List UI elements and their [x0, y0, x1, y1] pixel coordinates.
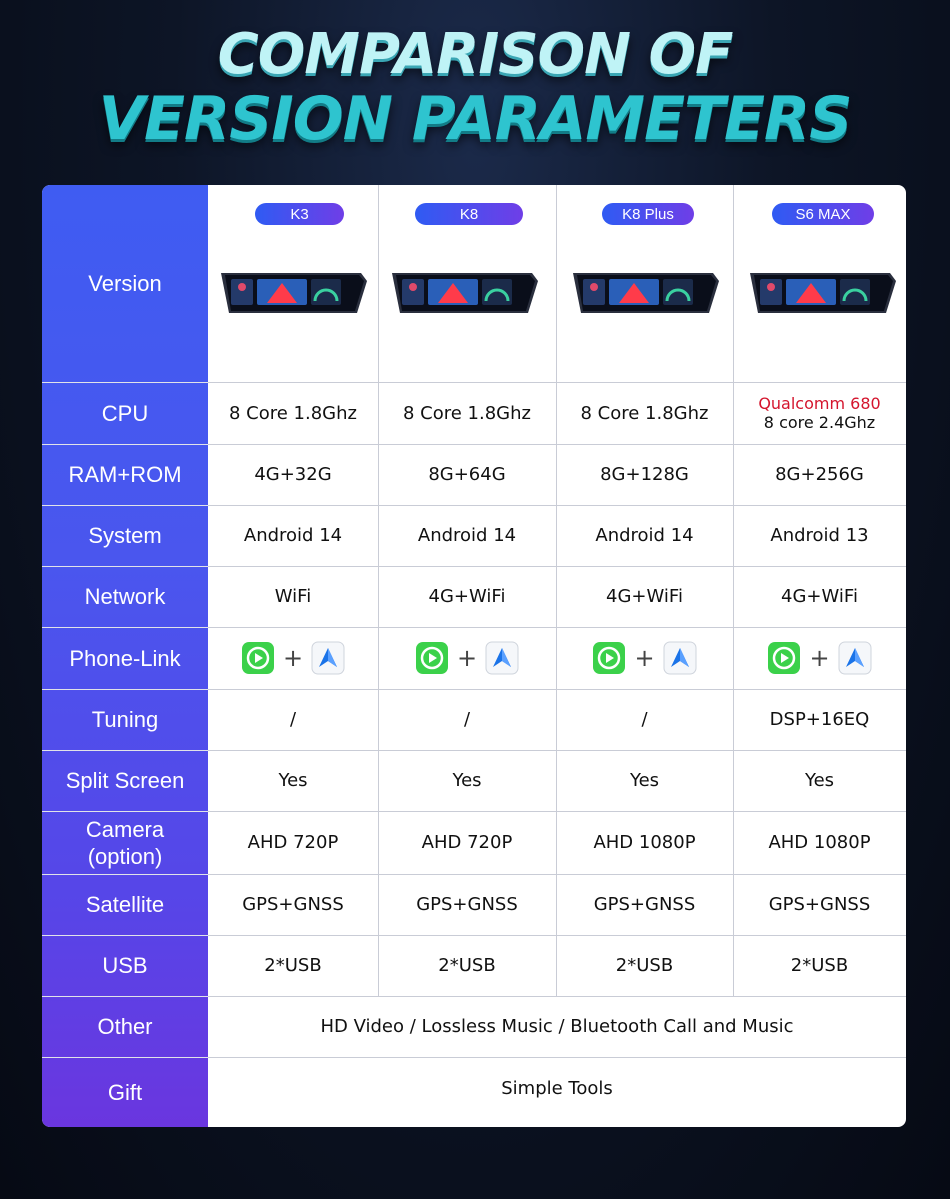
- carplay-icon: [767, 641, 801, 675]
- row-label-version: Version: [88, 271, 162, 296]
- row-label-system: System: [88, 523, 162, 548]
- split-k8-plus: Yes: [629, 770, 660, 791]
- carplay-icon: [592, 641, 626, 675]
- cpu-s6-spec: 8 core 2.4Ghz: [763, 413, 876, 432]
- camera-k8: AHD 720P: [421, 832, 513, 853]
- row-label-satellite: Satellite: [85, 892, 165, 917]
- version-badge-k8: K8: [415, 203, 523, 225]
- head-unit-screen-image: [567, 267, 721, 317]
- row-label-phone-link: Phone-Link: [69, 645, 181, 671]
- version-badge-k8-plus: K8 Plus: [602, 203, 694, 225]
- ram-s6-max: 8G+256G: [775, 464, 864, 485]
- tuning-k8-plus: /: [641, 709, 648, 730]
- android-auto-icon: [663, 641, 697, 675]
- ram-k8: 8G+64G: [428, 464, 506, 485]
- network-k8-plus: 4G+WiFi: [606, 586, 683, 607]
- plus-sign: +: [809, 644, 830, 672]
- head-unit-screen-image: [215, 267, 369, 317]
- row-label-camera-line1: Camera: [85, 816, 165, 842]
- row-label-tuning: Tuning: [91, 707, 159, 732]
- phone-link-k8-plus: [556, 627, 733, 689]
- network-s6-max: 4G+WiFi: [781, 586, 858, 607]
- phone-link-k8: [378, 627, 556, 689]
- row-label-other: Other: [97, 1014, 153, 1039]
- plus-sign: +: [634, 644, 655, 672]
- row-label-split-screen: Split Screen: [65, 768, 185, 793]
- carplay-icon: [241, 641, 275, 675]
- comparison-table: [42, 185, 906, 1127]
- row-label-usb: USB: [102, 953, 148, 978]
- plus-sign: +: [456, 644, 478, 672]
- cpu-k8-plus: 8 Core 1.8Ghz: [580, 402, 709, 424]
- system-k8: Android 14: [417, 525, 517, 546]
- ram-k8-plus: 8G+128G: [600, 464, 689, 485]
- satellite-k8: GPS+GNSS: [416, 894, 518, 915]
- head-unit-screen-image: [386, 267, 540, 317]
- version-badge-k3: K3: [255, 203, 344, 225]
- usb-s6-max: 2*USB: [790, 955, 849, 976]
- system-k8-plus: Android 14: [595, 525, 694, 546]
- gift-value: Simple Tools: [501, 1077, 613, 1099]
- head-unit-screen-image: [744, 267, 898, 317]
- carplay-icon: [415, 641, 449, 675]
- row-label-gift: Gift: [107, 1079, 143, 1105]
- system-k3: Android 14: [243, 525, 343, 546]
- version-badge-s6-max: S6 MAX: [772, 203, 874, 225]
- page-title-line2: VERSION PARAMETERS: [98, 84, 852, 154]
- row-label-camera-line2: (option): [87, 843, 163, 869]
- other-value: HD Video / Lossless Music / Bluetooth Call and Music: [320, 1016, 794, 1037]
- cpu-k8: 8 Core 1.8Ghz: [403, 402, 531, 424]
- android-auto-icon: [311, 641, 345, 675]
- network-k3: WiFi: [274, 586, 312, 607]
- satellite-k3: GPS+GNSS: [242, 894, 344, 915]
- split-k8: Yes: [452, 770, 482, 791]
- cpu-s6-chip-name: Qualcomm 680: [758, 394, 881, 413]
- plus-sign: +: [282, 644, 304, 672]
- system-s6-max: Android 13: [770, 525, 869, 546]
- cpu-k3: 8 Core 1.8Ghz: [229, 402, 357, 424]
- usb-k8: 2*USB: [438, 955, 496, 976]
- tuning-k3: /: [289, 709, 297, 730]
- tuning-s6-max: DSP+16EQ: [769, 709, 870, 730]
- ram-k3: 4G+32G: [254, 464, 332, 485]
- tuning-k8: /: [463, 709, 471, 730]
- phone-link-k3: [208, 627, 378, 689]
- cpu-s6-max: [733, 382, 906, 444]
- row-label-ram-rom: RAM+ROM: [68, 462, 182, 487]
- row-label-camera: [42, 811, 208, 874]
- android-auto-icon: [485, 641, 519, 675]
- row-label-cpu: CPU: [101, 400, 149, 426]
- camera-k8-plus: AHD 1080P: [593, 832, 696, 853]
- phone-link-s6-max: [733, 627, 906, 689]
- row-label-network: Network: [84, 584, 166, 609]
- page-title-line1: COMPARISON OF: [217, 22, 733, 87]
- split-s6-max: Yes: [804, 770, 835, 791]
- camera-k3: AHD 720P: [247, 832, 339, 853]
- split-k3: Yes: [278, 770, 308, 791]
- network-k8: 4G+WiFi: [428, 586, 506, 607]
- usb-k3: 2*USB: [264, 955, 322, 976]
- usb-k8-plus: 2*USB: [615, 955, 674, 976]
- android-auto-icon: [838, 641, 872, 675]
- satellite-k8-plus: GPS+GNSS: [593, 894, 696, 915]
- satellite-s6-max: GPS+GNSS: [768, 894, 871, 915]
- camera-s6-max: AHD 1080P: [768, 832, 871, 853]
